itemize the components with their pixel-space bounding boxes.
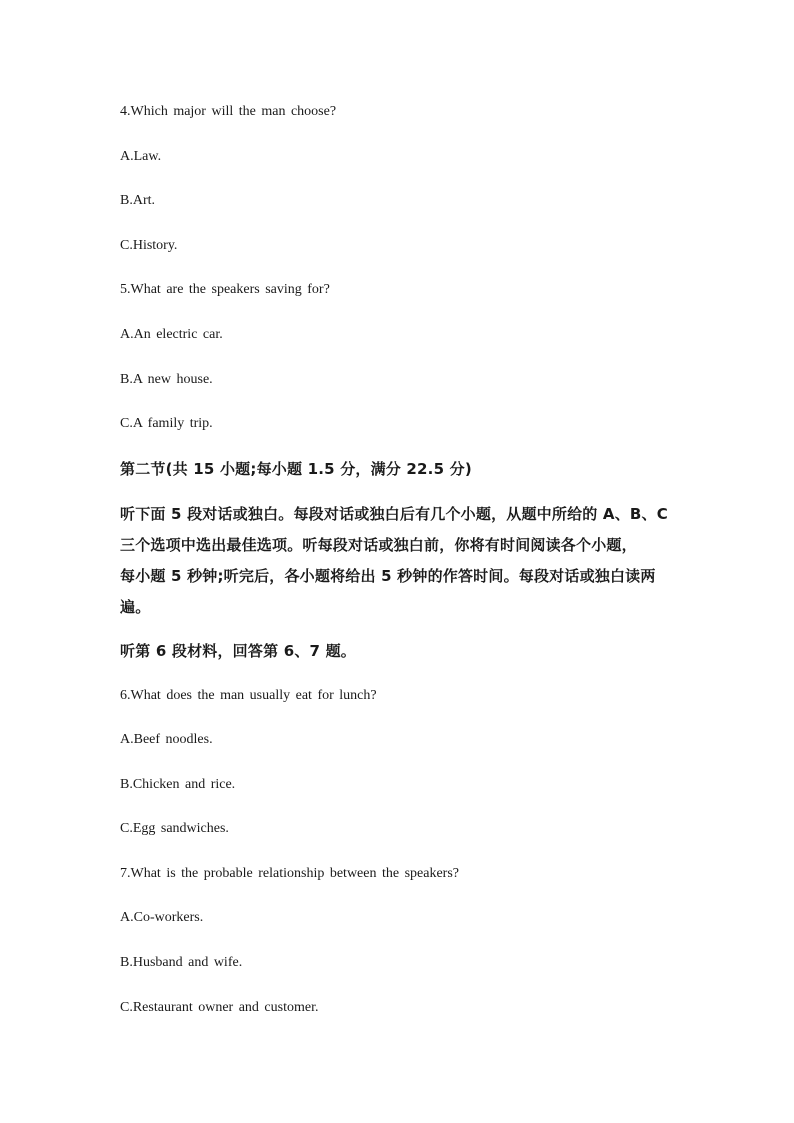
- question-7-option-c: C.Restaurant owner and customer.: [120, 1000, 319, 1015]
- question-7-option-b: B.Husband and wife.: [120, 955, 243, 970]
- instructions-line-1: 听下面 5 段对话或独白。每段对话或独白后有几个小题，从题中所给的 A、B、C: [120, 505, 668, 523]
- question-6-option-b: B.Chicken and rice.: [120, 777, 236, 792]
- question-6-stem: 6.What does the man usually eat for lunch?: [120, 688, 377, 703]
- question-5-option-b: B.A new house.: [120, 372, 213, 387]
- question-7-option-a: A.Co-workers.: [120, 910, 204, 925]
- question-6-option-c: C.Egg sandwiches.: [120, 821, 229, 836]
- instructions-line-3: 每小题 5 秒钟;听完后，各小题将给出 5 秒钟的作答时间。每段对话或独白读两: [120, 567, 656, 585]
- question-4-option-c: C.History.: [120, 238, 178, 253]
- question-5-option-a: A.An electric car.: [120, 327, 223, 342]
- question-4-stem: 4.Which major will the man choose?: [120, 104, 337, 119]
- question-4-option-a: A.Law.: [120, 149, 162, 164]
- question-6-option-a: A.Beef noodles.: [120, 732, 213, 747]
- section-2-heading: 第二节(共 15 小题;每小题 1.5 分，满分 22.5 分): [120, 460, 472, 478]
- instructions-line-4: 遍。: [120, 598, 151, 616]
- question-5-option-c: C.A family trip.: [120, 416, 213, 431]
- question-7-stem: 7.What is the probable relationship between the speakers?: [120, 866, 459, 881]
- passage-6-intro: 听第 6 段材料，回答第 6、7 题。: [120, 642, 357, 660]
- question-5-stem: 5.What are the speakers saving for?: [120, 282, 330, 297]
- instructions-line-2: 三个选项中选出最佳选项。听每段对话或独白前，你将有时间阅读各个小题，: [120, 536, 637, 554]
- question-4-option-b: B.Art.: [120, 193, 155, 208]
